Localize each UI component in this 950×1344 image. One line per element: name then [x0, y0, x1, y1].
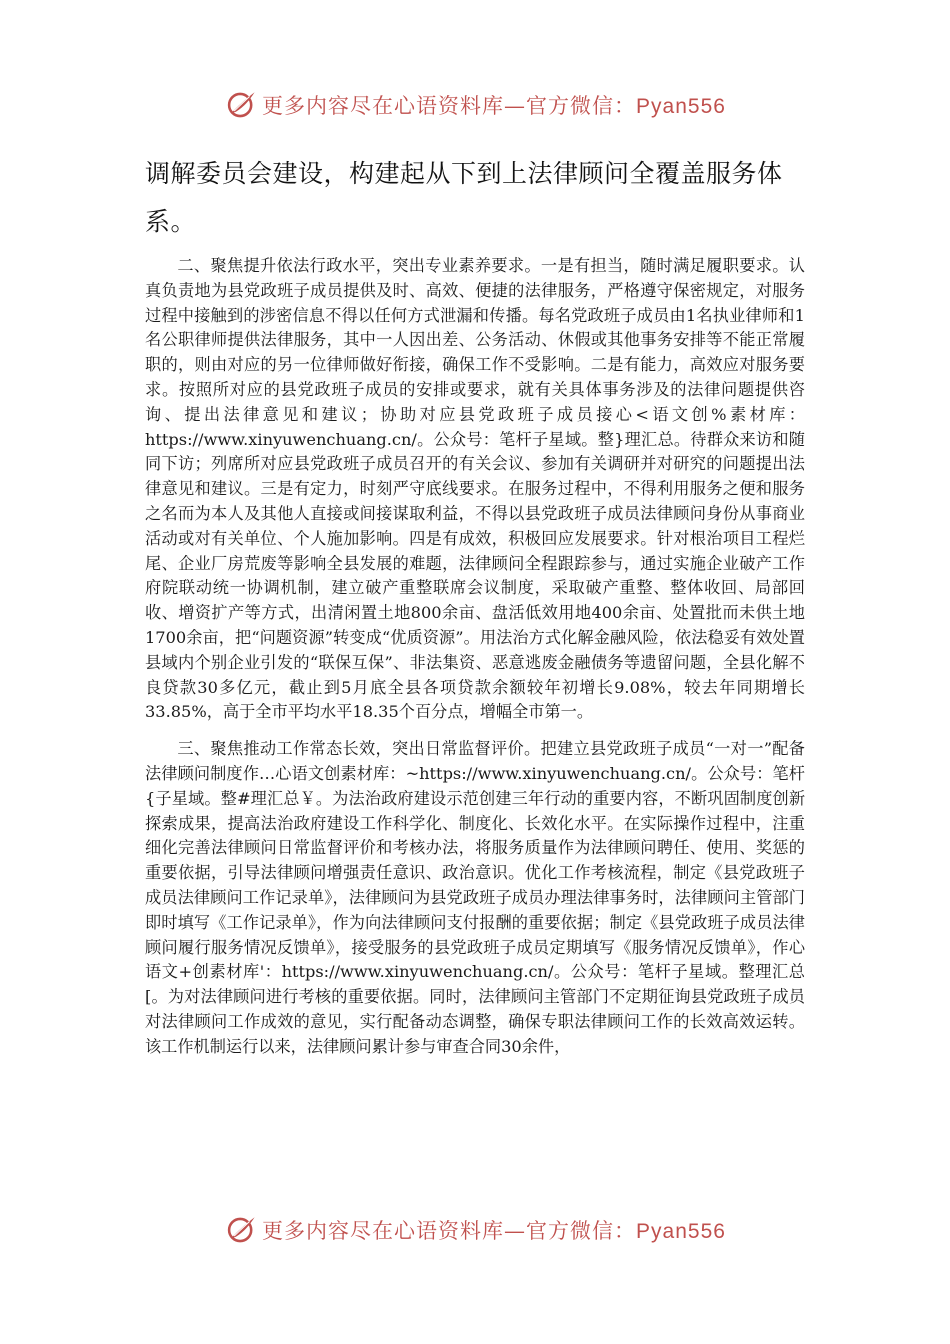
- feather-swirl-icon: [224, 1213, 258, 1247]
- watermark-brand: 更多内容尽在心语资料库: [262, 94, 505, 118]
- watermark-wechat-id: Pyan556: [636, 1220, 726, 1243]
- watermark-banner-top: [0, 85, 950, 125]
- watermark-text: [262, 90, 726, 120]
- watermark-text: [262, 1215, 726, 1245]
- paragraph-section-two: 二、聚焦提升依法行政水平，突出专业素养要求。一是有担当，随时满足履职要求。认真负责地为县党政班子成员提供及时、高效、便捷的法律服务，严格遵守保密规定，对服务过程中接触到的涉密信息不得以任何方式泄漏和传播。每名党政班子成员由1名执业律师和1名公职律师提供法律服务，其中一人因出差、公务活动、休假或其他事务安排等不能正常履职的，则由对应的另一位律师做好衔接，确保工作不受影响。二是有能力，高效应对服务要求。按照所对应的县党政班子成员的安排或要求，就有关具体事务涉及的法律问题提供咨询、提出法律意见和建议；协助对应县党政班子成员接心<语文创%素材库：https://www.xinyuwenchuang.cn/。公众号：笔杆子星域。整}理汇总。待群众来访和随同下访；列席所对应县党政班子成员召开的有关会议、参加有关调研并对研究的问题提出法律意见和建议。三是有定力，时刻严守底线要求。在服务过程中，不得利用服务之便和服务之名而为本人及其他人直接或间接谋取利益，不得以县党政班子成员法律顾问身份从事商业活动或对有关单位、个人施加影响。四是有成效，积极回应发展要求。针对根治项目工程烂尾、企业厂房荒废等影响全县发展的难题，法律顾问全程跟踪参与，通过实施企业破产工作府院联动统一协调机制，建立破产重整联席会议制度，采取破产重整、整体收回、局部回收、增资扩产等方式，出清闲置土地800余亩、盘活低效用地400余亩、处置批而未供土地1700余亩，把“问题资源”转变成“优质资源”。用法治方式化解金融风险，依法稳妥有效处置县域内个别企业引发的“联保互保”、非法集资、恶意逃废金融债务等遗留问题，全县化解不良贷款30多亿元，截止到5月底全县各项贷款余额较年初增长9.08%，较去年同期增长33.85%，高于全市平均水平18.35个百分点，增幅全市第一。: [145, 256, 805, 722]
- feather-swirl-icon: [224, 88, 258, 122]
- watermark-brand: 更多内容尽在心语资料库: [262, 1219, 505, 1243]
- document-heading: 调解委员会建设，构建起从下到上法律顾问全覆盖服务体系。: [145, 159, 783, 236]
- watermark-separator: —: [504, 1219, 527, 1243]
- watermark-wechat-label: 官方微信：: [526, 1219, 637, 1243]
- document-body: [145, 150, 805, 1060]
- watermark-wechat-id: Pyan556: [636, 95, 726, 118]
- watermark-wechat-label: 官方微信：: [526, 94, 637, 118]
- watermark-separator: —: [504, 94, 527, 118]
- watermark-banner-bottom: [0, 1210, 950, 1250]
- paragraph-section-three: 三、聚焦推动工作常态长效，突出日常监督评价。把建立县党政班子成员“一对一”配备法律顾问制度作…心语文创素材库：~https://www.xinyuwenchuang.cn/。公众号：笔杆{子星域。整#理汇总￥。为法治政府建设示范创建三年行动的重要内容，不断巩固制度创新探索成果，提高法治政府建设工作科学化、制度化、长效化水平。在实际操作过程中，注重细化完善法律顾问日常监督评价和考核办法，将服务质量作为法律顾问聘任、使用、奖惩的重要依据，引导法律顾问增强责任意识、政治意识。优化工作考核流程，制定《县党政班子成员法律顾问工作记录单》，法律顾问为县党政班子成员办理法律事务时，法律顾问主管部门即时填写《工作记录单》，作为向法律顾问支付报酬的重要依据；制定《县党政班子成员法律顾问履行服务情况反馈单》，接受服务的县党政班子成员定期填写《服务情况反馈单》，作心语文+创素材库'：https://www.xinyuwenchuang.cn/。公众号：笔杆子星域。整理汇总[。为对法律顾问进行考核的重要依据。同时，法律顾问主管部门不定期征询县党政班子成员对法律顾问工作成效的意见，实行配备动态调整，确保专职法律顾问工作的长效高效运转。该工作机制运行以来，法律顾问累计参与审查合同30余件，: [145, 739, 805, 1056]
